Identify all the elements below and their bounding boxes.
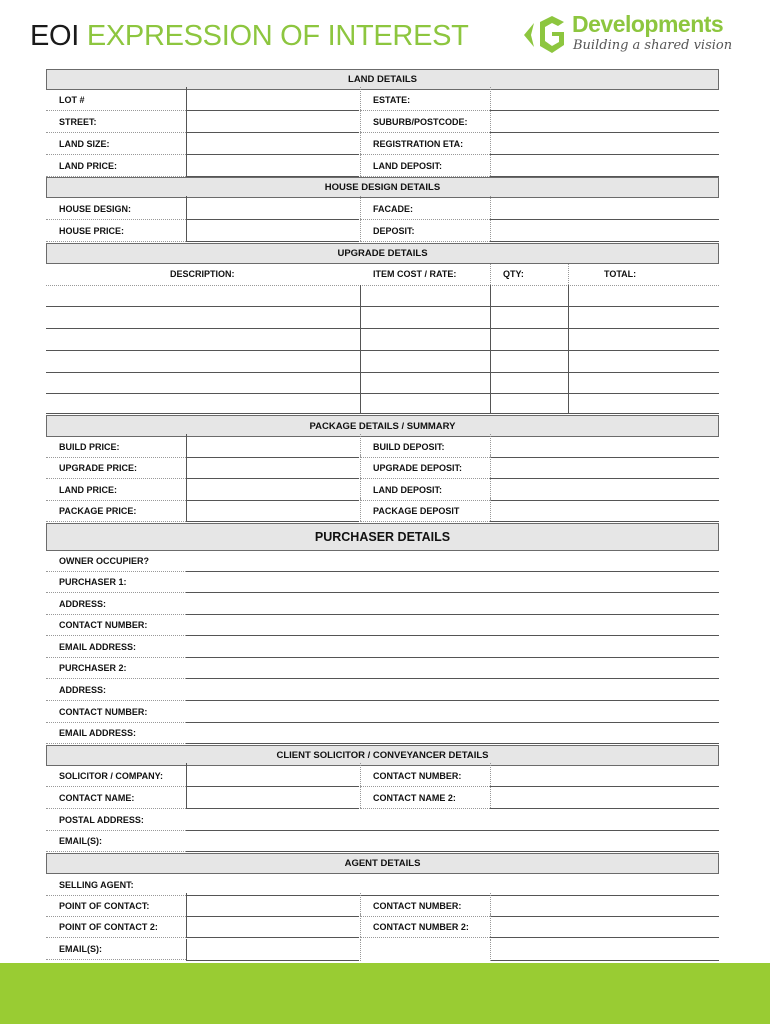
input-line[interactable] [490, 131, 719, 155]
field-label: EMAIL ADDRESS: [59, 642, 137, 652]
row-divider [46, 937, 186, 938]
row-divider [46, 132, 186, 133]
input-line[interactable] [186, 153, 359, 177]
column-header: ITEM COST / RATE: [373, 269, 457, 279]
row-divider [360, 937, 490, 938]
field-edge [186, 434, 187, 457]
row-divider [46, 571, 186, 572]
row-divider [46, 851, 186, 852]
field-label: ESTATE: [373, 95, 411, 105]
col-divider [360, 196, 361, 219]
col-divider [360, 109, 361, 132]
input-line[interactable] [186, 131, 359, 155]
row-divider [46, 959, 186, 960]
field-edge [186, 218, 187, 241]
field-label: PACKAGE DEPOSIT [373, 506, 460, 516]
field-edge [186, 893, 187, 916]
col-divider [490, 893, 491, 916]
table-row-line[interactable] [46, 305, 719, 307]
header-divider [46, 285, 719, 286]
input-line[interactable] [186, 939, 359, 961]
col-divider [490, 196, 491, 219]
row-divider [46, 895, 186, 896]
col-divider [360, 893, 361, 916]
input-line[interactable] [186, 569, 719, 593]
field-edge [186, 131, 187, 154]
field-edge [186, 763, 187, 786]
field-label: CONTACT NAME 2: [373, 793, 456, 803]
row-divider [360, 241, 490, 242]
col-divider [490, 109, 491, 132]
field-label: BUILD DEPOSIT: [373, 442, 445, 452]
input-line[interactable] [490, 153, 719, 177]
input-line[interactable] [186, 763, 359, 787]
col-divider [360, 434, 361, 457]
row-divider [46, 110, 186, 111]
field-edge [186, 914, 187, 937]
row-divider [360, 521, 490, 522]
col-divider [490, 434, 491, 457]
input-line[interactable] [490, 939, 719, 961]
input-line[interactable] [490, 785, 719, 809]
col-divider [360, 477, 361, 500]
field-edge [186, 196, 187, 219]
field-label: PACKAGE PRICE: [59, 506, 137, 516]
row-divider [46, 478, 186, 479]
page-title [30, 20, 469, 53]
row-divider [46, 521, 186, 522]
field-edge [186, 87, 187, 110]
row-divider [46, 592, 186, 593]
col-divider [490, 131, 491, 154]
input-line[interactable] [186, 828, 719, 852]
field-label: REGISTRATION ETA: [373, 139, 464, 149]
field-label: EMAIL(S): [59, 944, 102, 954]
col-divider [490, 785, 491, 808]
section-header-upgrade: UPGRADE DETAILS [46, 243, 719, 264]
row-divider [360, 132, 490, 133]
row-divider [46, 241, 186, 242]
input-line[interactable] [186, 498, 359, 522]
column-header: TOTAL: [604, 269, 637, 279]
input-line[interactable] [186, 720, 719, 744]
field-label: CONTACT NAME: [59, 793, 135, 803]
input-line[interactable] [490, 196, 719, 220]
col-divider [360, 939, 361, 961]
field-label: LOT # [59, 95, 85, 105]
logo-mark-icon [518, 13, 568, 57]
field-label: FACADE: [373, 204, 413, 214]
field-label: EMAIL(S): [59, 836, 102, 846]
logo-brand: Developments [572, 11, 724, 37]
field-label: SOLICITOR / COMPANY: [59, 771, 164, 781]
field-label: BUILD PRICE: [59, 442, 120, 452]
field-label: ADDRESS: [59, 685, 107, 695]
field-edge [186, 498, 187, 521]
input-line[interactable] [490, 455, 719, 479]
row-divider [360, 786, 490, 787]
row-divider [360, 478, 490, 479]
row-divider [46, 154, 186, 155]
footer-bar [0, 963, 770, 1024]
col-divider [360, 785, 361, 808]
title-prefix: EOI [30, 20, 80, 52]
section-header-purchaser: PURCHASER DETAILS [46, 523, 719, 551]
row-divider [46, 635, 186, 636]
field-label: LAND PRICE: [59, 485, 117, 495]
row-divider [360, 154, 490, 155]
section-header-package: PACKAGE DETAILS / SUMMARY [46, 415, 719, 437]
col-divider [360, 455, 361, 478]
row-divider [46, 657, 186, 658]
field-label: CONTACT NUMBER: [59, 620, 148, 630]
row-divider [46, 743, 186, 744]
row-divider [46, 457, 186, 458]
input-line[interactable] [186, 218, 359, 242]
row-divider [360, 219, 490, 220]
column-divider [568, 264, 569, 285]
field-label: EMAIL ADDRESS: [59, 728, 137, 738]
field-label: CONTACT NUMBER: [373, 901, 462, 911]
logo-tagline: Building a shared vision [573, 38, 733, 53]
field-edge [186, 785, 187, 808]
input-line[interactable] [490, 763, 719, 787]
table-row-line[interactable] [46, 349, 719, 351]
field-edge [186, 939, 187, 961]
field-label: UPGRADE DEPOSIT: [373, 463, 463, 473]
field-label: POSTAL ADDRESS: [59, 815, 144, 825]
field-label: UPGRADE PRICE: [59, 463, 138, 473]
company-logo [518, 11, 748, 59]
col-divider [360, 914, 361, 937]
col-divider [490, 763, 491, 786]
row-divider [360, 916, 490, 917]
section-header-solicitor: CLIENT SOLICITOR / CONVEYANCER DETAILS [46, 745, 719, 766]
col-divider [490, 914, 491, 937]
field-label: LAND DEPOSIT: [373, 161, 443, 171]
row-divider [360, 110, 490, 111]
row-divider [46, 700, 186, 701]
row-divider [46, 786, 186, 787]
input-line[interactable] [186, 196, 359, 220]
col-divider [490, 477, 491, 500]
field-label: CONTACT NUMBER 2: [373, 922, 469, 932]
input-line[interactable] [490, 87, 719, 111]
field-label: STREET: [59, 117, 97, 127]
table-row-line[interactable] [46, 371, 719, 373]
col-divider [360, 131, 361, 154]
row-divider [360, 457, 490, 458]
col-divider [360, 218, 361, 241]
field-edge [186, 455, 187, 478]
field-label: PURCHASER 1: [59, 577, 127, 587]
col-divider [360, 763, 361, 786]
col-divider [490, 498, 491, 521]
input-line[interactable] [186, 612, 719, 636]
input-line[interactable] [186, 655, 719, 679]
row-divider [46, 830, 186, 831]
field-label: LAND DEPOSIT: [373, 485, 443, 495]
section-header-land: LAND DETAILS [46, 69, 719, 90]
table-row-line[interactable] [46, 327, 719, 329]
field-label: LAND SIZE: [59, 139, 110, 149]
row-divider [46, 219, 186, 220]
row-divider [46, 614, 186, 615]
field-label: POINT OF CONTACT 2: [59, 922, 158, 932]
field-label: OWNER OCCUPIER? [59, 556, 149, 566]
field-edge [186, 477, 187, 500]
field-label: CONTACT NUMBER: [373, 771, 462, 781]
input-line[interactable] [186, 87, 359, 111]
field-label: CONTACT NUMBER: [59, 707, 148, 717]
input-line[interactable] [186, 109, 359, 133]
field-label: HOUSE PRICE: [59, 226, 125, 236]
row-divider [46, 808, 186, 809]
field-label: HOUSE DESIGN: [59, 204, 132, 214]
col-divider [490, 87, 491, 110]
field-edge [186, 153, 187, 176]
field-edge [186, 109, 187, 132]
column-divider [490, 264, 491, 285]
col-divider [360, 498, 361, 521]
row-divider [360, 500, 490, 501]
col-divider [360, 153, 361, 176]
col-divider [490, 455, 491, 478]
row-divider [46, 916, 186, 917]
input-line[interactable] [490, 498, 719, 522]
row-divider [46, 722, 186, 723]
col-divider [490, 939, 491, 961]
field-label: POINT OF CONTACT: [59, 901, 150, 911]
input-line[interactable] [186, 677, 719, 701]
field-label: DEPOSIT: [373, 226, 415, 236]
col-divider [490, 218, 491, 241]
input-line[interactable] [490, 914, 719, 938]
column-header: QTY: [503, 269, 524, 279]
input-line[interactable] [490, 218, 719, 242]
section-header-house: HOUSE DESIGN DETAILS [46, 177, 719, 198]
row-divider [46, 500, 186, 501]
input-line[interactable] [186, 785, 359, 809]
row-divider [46, 678, 186, 679]
input-line[interactable] [186, 914, 359, 938]
field-label: LAND PRICE: [59, 161, 117, 171]
col-divider [360, 87, 361, 110]
col-divider [490, 153, 491, 176]
table-row-line[interactable] [46, 392, 719, 394]
field-label: SUBURB/POSTCODE: [373, 117, 468, 127]
column-header: DESCRIPTION: [170, 269, 235, 279]
field-label: SELLING AGENT: [59, 880, 134, 890]
input-line[interactable] [490, 109, 719, 133]
table-row-line[interactable] [46, 412, 719, 414]
field-label: PURCHASER 2: [59, 663, 127, 673]
field-label: ADDRESS: [59, 599, 107, 609]
section-header-agent: AGENT DETAILS [46, 853, 719, 874]
title-main: EXPRESSION OF INTEREST [86, 20, 469, 52]
input-line[interactable] [186, 455, 359, 479]
